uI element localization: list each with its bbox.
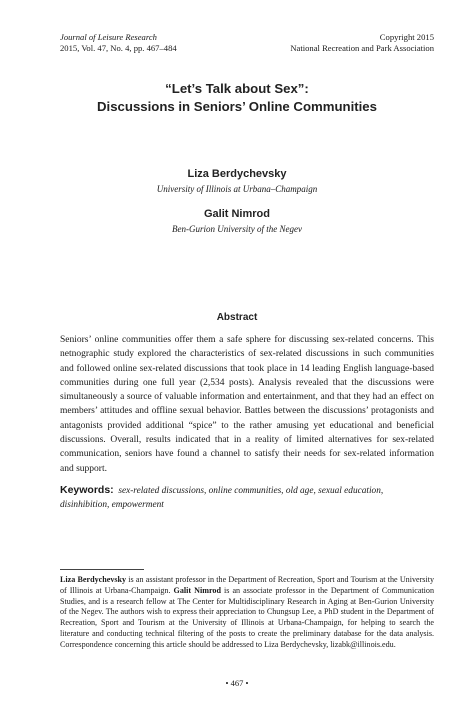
journal-name: Journal of Leisure Research [60,32,157,42]
footnote-text-2: is an associate professor in the Department of Communication Studies, and is a research fellow at The Center for Multidisciplinary Research in Aging at Ben-Gurion University of the Negev. The authors wish to express their appreciation to Chungsup Lee, a PhD student in the Department of Recreation, Sport and Tourism at the University of Illinois at Urbana-Champaign, for helping to search the literature and conducting technical filtering of the posts to create the preliminary database for the data analysis. Correspondence concerning this article should be addressed to Liza Berdychevsky, lizabk@illinois.edu. [60,585,435,649]
footnote-divider [60,569,144,570]
paper-title [0,80,474,116]
volume-info: 2015, Vol. 47, No. 4, pp. 467–484 [60,43,177,53]
footnote-author-1: Liza Berdychevsky [60,575,127,584]
keywords-list: sex-related discussions, online communities, old age, sexual education, disinhibition, empowerment [60,486,384,510]
footnote-text-1: is an assistant professor in the Department of Recreation, Sport and Tourism at the University of Illinois at Urbana-Champaign. [60,575,435,595]
abstract-heading: Abstract [216,312,258,323]
author-name: Galit Nimrod [203,208,270,220]
keywords [60,483,434,512]
keywords-label: Keywords: [60,484,114,496]
title-line-2: Discussions in Seniors’ Online Communities [97,99,377,114]
title-line-1: “Let’s Talk about Sex”: [165,81,309,96]
author-footnote [60,575,434,651]
page-number: • 467 • [225,678,249,688]
footnote-author-2: Galit Nimrod [173,585,221,595]
publisher-line: National Recreation and Park Association [290,43,434,53]
author-block-2 [0,208,474,234]
abstract-text: Seniors’ online communities offer them a safe sphere for discussing sex-related concerns. This netnographic study explored the characteristics of sex-related discussions in such communities and followed online sex-related discussions that took place in 14 leading English language-based communities during one full year (2,534 posts). Analysis revealed that the discussions were simultaneously a source of valuable information and entertainment, and that they had an effect on members’ attitudes and offline sexual behavior. Battles between the discussions’ protagonists and antagonists provided additional “spice” to the rather amusing yet educational and beneficial discussions. Overall, results indicated that in a reality of limited alternatives for sex-related communication, seniors have found a channel to satisfy their needs for sex-related information and support. [60,335,434,474]
author-name: Liza Berdychevsky [187,168,287,180]
author-affiliation: Ben-Gurion University of the Negev [172,224,302,234]
running-header-left [60,32,177,54]
copyright-line: Copyright 2015 [379,32,434,42]
author-block-1 [0,168,474,194]
author-affiliation: University of Illinois at Urbana–Champaign [156,184,318,194]
running-header-right [290,32,434,54]
